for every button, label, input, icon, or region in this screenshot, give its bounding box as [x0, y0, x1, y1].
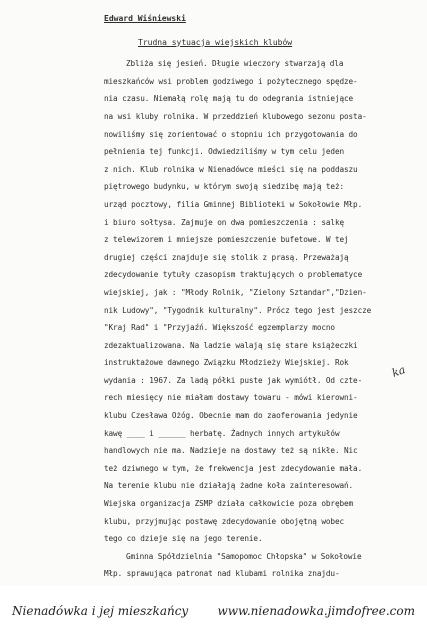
text-line: wiejskiej, jak : "Młody Rolnik, "Zielony Sztandar","Dzien- — [104, 287, 367, 297]
text-line: rech miesięcy nie miałam dostawy towaru - mówi kierowni- — [104, 393, 358, 403]
text-line: z nich. Klub rolnika w Nienadówce mieści się na poddaszu — [104, 164, 358, 174]
text-line: Na terenie klubu nie działają żadne koła zainteresowań. — [104, 481, 354, 491]
margin-annotation: ka — [390, 363, 408, 380]
text-line: handlowych nie ma. Nadzieje na dostawy też są nikłe. Nic — [104, 446, 358, 456]
footer-caption: Nienadówka i jej mieszkańcy — [12, 604, 189, 618]
article-body — [104, 55, 422, 583]
text-line: mieszkańców wsi problem godziwego i pożytecznego spędze- — [104, 76, 358, 86]
text-line: z telewizorem i mniejsze pomieszczenie bufetowe. W tej — [104, 235, 349, 245]
text-line: Gminna Spółdzielnia "Samopomoc Chłopska" w Sokołowie — [126, 551, 362, 561]
typed-text — [104, 10, 422, 583]
text-line: instruktażowe dawnego Związku Młodzieży Wiejskiej. Rok — [104, 358, 349, 368]
text-line: klubu, przyjmując postawę zdecydowanie obojętną wobec — [104, 516, 344, 526]
footer-url[interactable]: www.nienadowka.jimdofree.com — [217, 604, 415, 618]
text-line: wydania : 1967. Za ladą półki puste jak wymiótł. Od czte- — [104, 375, 363, 385]
text-line: klubu Czesława Ożóg. Obecnie mam do zaoferowania jedynie — [104, 411, 358, 421]
text-line: pełnienia tej funkcji. Odwiedziliśmy w tym celu jeden — [104, 147, 344, 157]
text-line: nik Ludowy", "Tygodnik kulturalny". Prócz tego jest jeszcze — [104, 305, 372, 315]
text-line: tego co dzieje się na jego terenie. — [104, 534, 263, 544]
text-line: Zbliża się jesień. Długie wieczory stwarzają dla — [126, 59, 344, 69]
text-line: nia czasu. Niemałą rolę mają tu do odegrania istniejące — [104, 94, 354, 104]
text-line: kawę ____ i ______ herbatę. Żadnych innych artykułów — [104, 428, 340, 438]
text-line: urząd pocztowy, filia Gminnej Biblioteki w Sokołowie Młp. — [104, 199, 363, 209]
text-line: Młp. sprawująca patronat nad klubami rolnika znajdu- — [104, 569, 340, 579]
text-line: na wsi kluby rolnika. W przeddzień klubowego sezonu posta- — [104, 111, 367, 121]
text-line: zdecydowanie tytuły czasopism traktujących o problematyce — [104, 270, 363, 280]
text-line: też dziwnego w tym, że frekwencja jest zdecydowanie mała. — [104, 463, 363, 473]
text-line: i biuro sołtysa. Zajmuje on dwa pomieszczenia : salkę — [104, 217, 344, 227]
text-line: "Kraj Rad" i "Przyjaźń. Większość egzemplarzy mocno — [104, 323, 335, 333]
text-line: zdezaktualizowana. Na ladzie walają się stare książeczki — [104, 340, 358, 350]
text-line: drugiej części znajduje się stolik z prasą. Przeważają — [104, 252, 349, 262]
author-name: Edward Wiśniewski — [104, 14, 186, 23]
text-line: Wiejska organizacja ZSMP działa całkowicie poza obrębem — [104, 499, 354, 509]
text-line: piętrowego budynku, w którym swoją siedzibę mają też: — [104, 182, 344, 192]
footer — [0, 596, 427, 640]
text-line: nowiliśmy się zorientować o stopniu ich przygotowania do — [104, 129, 358, 139]
article-title: Trudna sytuacja wiejskich klubów — [138, 37, 293, 47]
